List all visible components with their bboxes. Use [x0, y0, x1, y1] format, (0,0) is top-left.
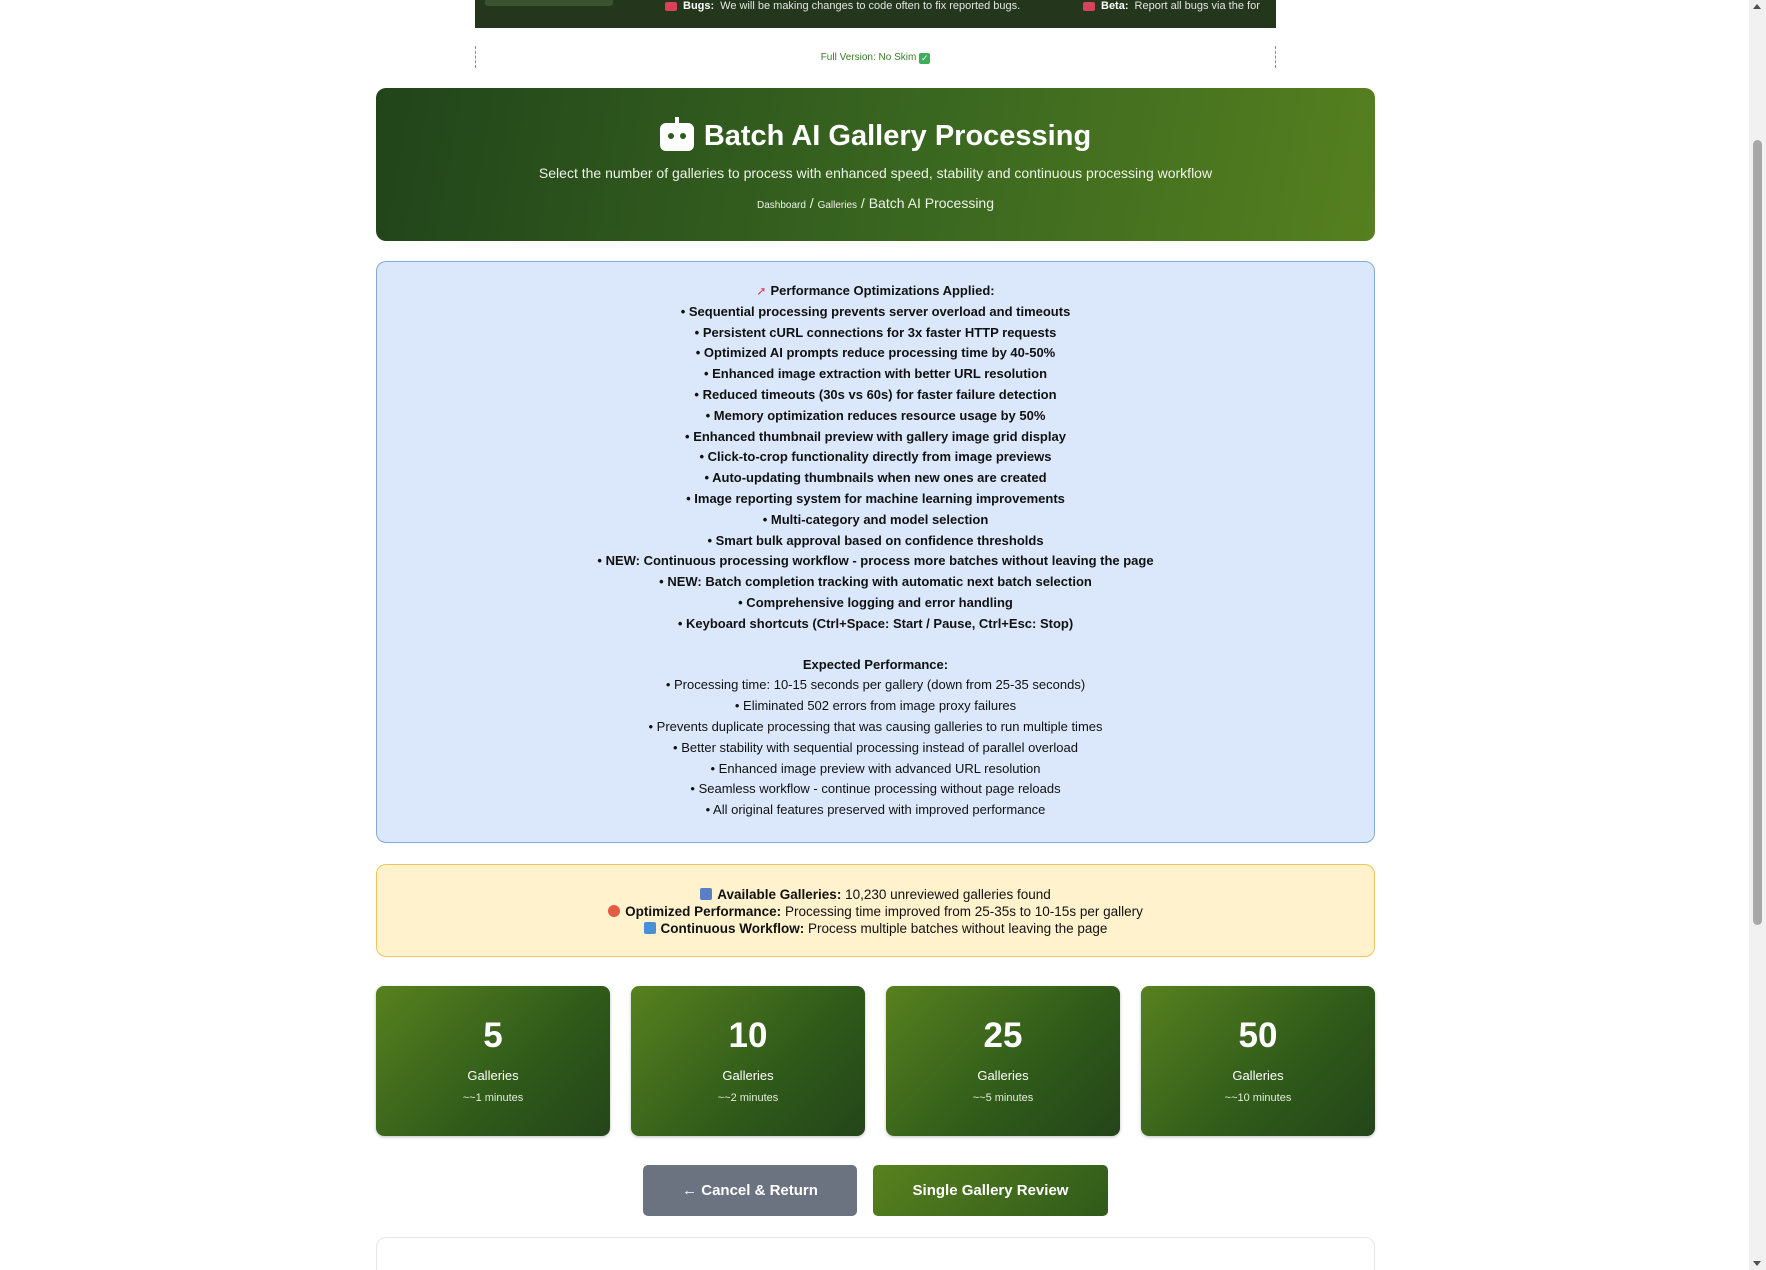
beta-notice	[1083, 0, 1260, 12]
breadcrumb-separator: /	[857, 195, 869, 211]
scroll-up-icon[interactable]	[1753, 4, 1761, 9]
page-title	[376, 120, 1375, 153]
page-scrollbar[interactable]	[1749, 0, 1766, 1270]
optimization-item: • Multi-category and model selection	[762, 511, 989, 527]
optimization-item: • Enhanced thumbnail preview with gallery image grid display	[685, 428, 1066, 444]
batch-count: 5	[483, 1016, 503, 1055]
expected-item: • Prevents duplicate processing that was causing galleries to run multiple times	[648, 718, 1103, 734]
optimization-item: • Comprehensive logging and error handling	[738, 594, 1013, 610]
optimization-item: • Memory optimization reduces resource usage by 50%	[705, 407, 1046, 423]
performance-panel	[376, 261, 1375, 843]
page-title-text: Batch AI Gallery Processing	[703, 120, 1092, 152]
version-note-text: Full Version: No Skim	[820, 52, 917, 63]
batch-option-5[interactable]	[376, 986, 610, 1136]
optimization-item: • Enhanced image extraction with better URL resolution	[703, 366, 1048, 382]
optimization-item: • Image reporting system for machine learning improvements	[686, 490, 1065, 506]
optimization-item: • Auto-updating thumbnails when new ones are created	[704, 470, 1047, 486]
optimization-item: • Persistent cURL connections for 3x faster HTTP requests	[694, 324, 1057, 340]
stat-value: Process multiple batches without leaving the page	[804, 921, 1108, 936]
stat-optimized-performance	[377, 903, 1374, 920]
batch-unit: Galleries	[977, 1068, 1029, 1083]
batch-time-estimate: ~~10 minutes	[1224, 1092, 1292, 1104]
batch-time-estimate: ~~2 minutes	[717, 1092, 779, 1104]
breadcrumb-dashboard[interactable]: Dashboard	[756, 200, 806, 211]
optimization-item: • NEW: Batch completion tracking with automatic next batch selection	[659, 574, 1092, 590]
stat-label: Continuous Workflow:	[660, 921, 805, 936]
optimization-item: • Optimized AI prompts reduce processing time by 40-50%	[695, 345, 1056, 361]
optimization-item: • Reduced timeouts (30s vs 60s) for faster failure detection	[694, 386, 1057, 402]
stat-available-galleries	[377, 886, 1374, 903]
scroll-down-icon[interactable]	[1753, 1261, 1761, 1266]
notice-strip-tab[interactable]	[485, 0, 613, 6]
optimization-item: • Sequential processing prevents server overload and timeouts	[680, 303, 1071, 319]
notice-label: Bugs:	[683, 0, 715, 12]
batch-time-estimate: ~~1 minutes	[462, 1092, 524, 1104]
batch-option-10[interactable]	[631, 986, 865, 1136]
notice-strip	[475, 0, 1276, 28]
bugs-notice	[665, 0, 1020, 12]
breadcrumb-separator: /	[805, 195, 818, 211]
batch-count: 25	[983, 1016, 1023, 1055]
version-note	[476, 52, 1275, 64]
scrollbar-thumb[interactable]	[1753, 140, 1762, 925]
stat-label: Optimized Performance:	[625, 904, 782, 919]
batch-count: 10	[728, 1016, 768, 1055]
batch-count: 50	[1238, 1016, 1278, 1055]
cancel-return-button[interactable]: ← Cancel & Return	[643, 1165, 857, 1216]
batch-time-estimate: ~~5 minutes	[972, 1092, 1034, 1104]
batch-unit: Galleries	[1232, 1068, 1284, 1083]
optimization-item: • Smart bulk approval based on confidence thresholds	[707, 532, 1044, 548]
performance-title-text: Performance Optimizations Applied:	[770, 283, 995, 298]
stat-label: Available Galleries:	[717, 887, 842, 902]
bug-icon	[1083, 2, 1095, 11]
expected-item: • Seamless workflow - continue processing without page reloads	[690, 781, 1061, 797]
notice-label: Beta:	[1101, 0, 1129, 12]
optimization-item: • Click-to-crop functionality directly from image previews	[699, 449, 1052, 465]
expected-item: • Enhanced image preview with advanced URL resolution	[710, 760, 1041, 776]
rocket-icon: ➚	[756, 284, 767, 298]
version-frame	[475, 46, 1276, 68]
check-icon: ✓	[921, 53, 929, 63]
expected-item: • Better stability with sequential processing instead of parallel overload	[673, 739, 1078, 755]
expected-item: • Processing time: 10-15 seconds per gallery (down from 25-35 seconds)	[665, 677, 1086, 693]
bug-icon	[665, 2, 677, 11]
stat-continuous-workflow	[377, 920, 1374, 937]
page-header	[376, 88, 1375, 241]
batch-unit: Galleries	[722, 1068, 774, 1083]
notice-text: We will be making changes to code often to fix reported bugs.	[720, 0, 1021, 12]
page-subtitle: Select the number of galleries to process with enhanced speed, stability and continuous processing workflow	[538, 165, 1213, 181]
breadcrumb	[376, 195, 1375, 211]
stat-value: 10,230 unreviewed galleries found	[841, 887, 1051, 902]
single-gallery-review-button[interactable]: Single Gallery Review	[873, 1165, 1108, 1216]
optimization-item: • Keyboard shortcuts (Ctrl+Space: Start / Pause, Ctrl+Esc: Stop)	[677, 615, 1074, 631]
target-icon	[608, 905, 620, 917]
expected-performance-title: Expected Performance:	[802, 656, 949, 672]
batch-option-25[interactable]	[886, 986, 1120, 1136]
performance-title	[377, 281, 1374, 302]
batch-option-50[interactable]	[1141, 986, 1375, 1136]
batch-size-options	[376, 986, 1375, 1136]
robot-icon	[660, 123, 694, 151]
breadcrumb-current: Batch AI Processing	[868, 195, 995, 211]
bottom-card	[376, 1237, 1375, 1270]
expected-item: • All original features preserved with improved performance	[705, 802, 1046, 818]
refresh-icon	[644, 922, 656, 934]
gallery-stats-panel	[376, 864, 1375, 957]
optimization-item: • NEW: Continuous processing workflow - process more batches without leaving the page	[597, 553, 1154, 569]
notice-text: Report all bugs via the for	[1134, 0, 1260, 12]
expected-item: • Eliminated 502 errors from image proxy failures	[734, 698, 1017, 714]
batch-unit: Galleries	[467, 1068, 519, 1083]
chart-icon	[700, 888, 712, 900]
breadcrumb-galleries[interactable]: Galleries	[817, 200, 858, 211]
stat-value: Processing time improved from 25-35s to 10-15s per gallery	[781, 904, 1143, 919]
